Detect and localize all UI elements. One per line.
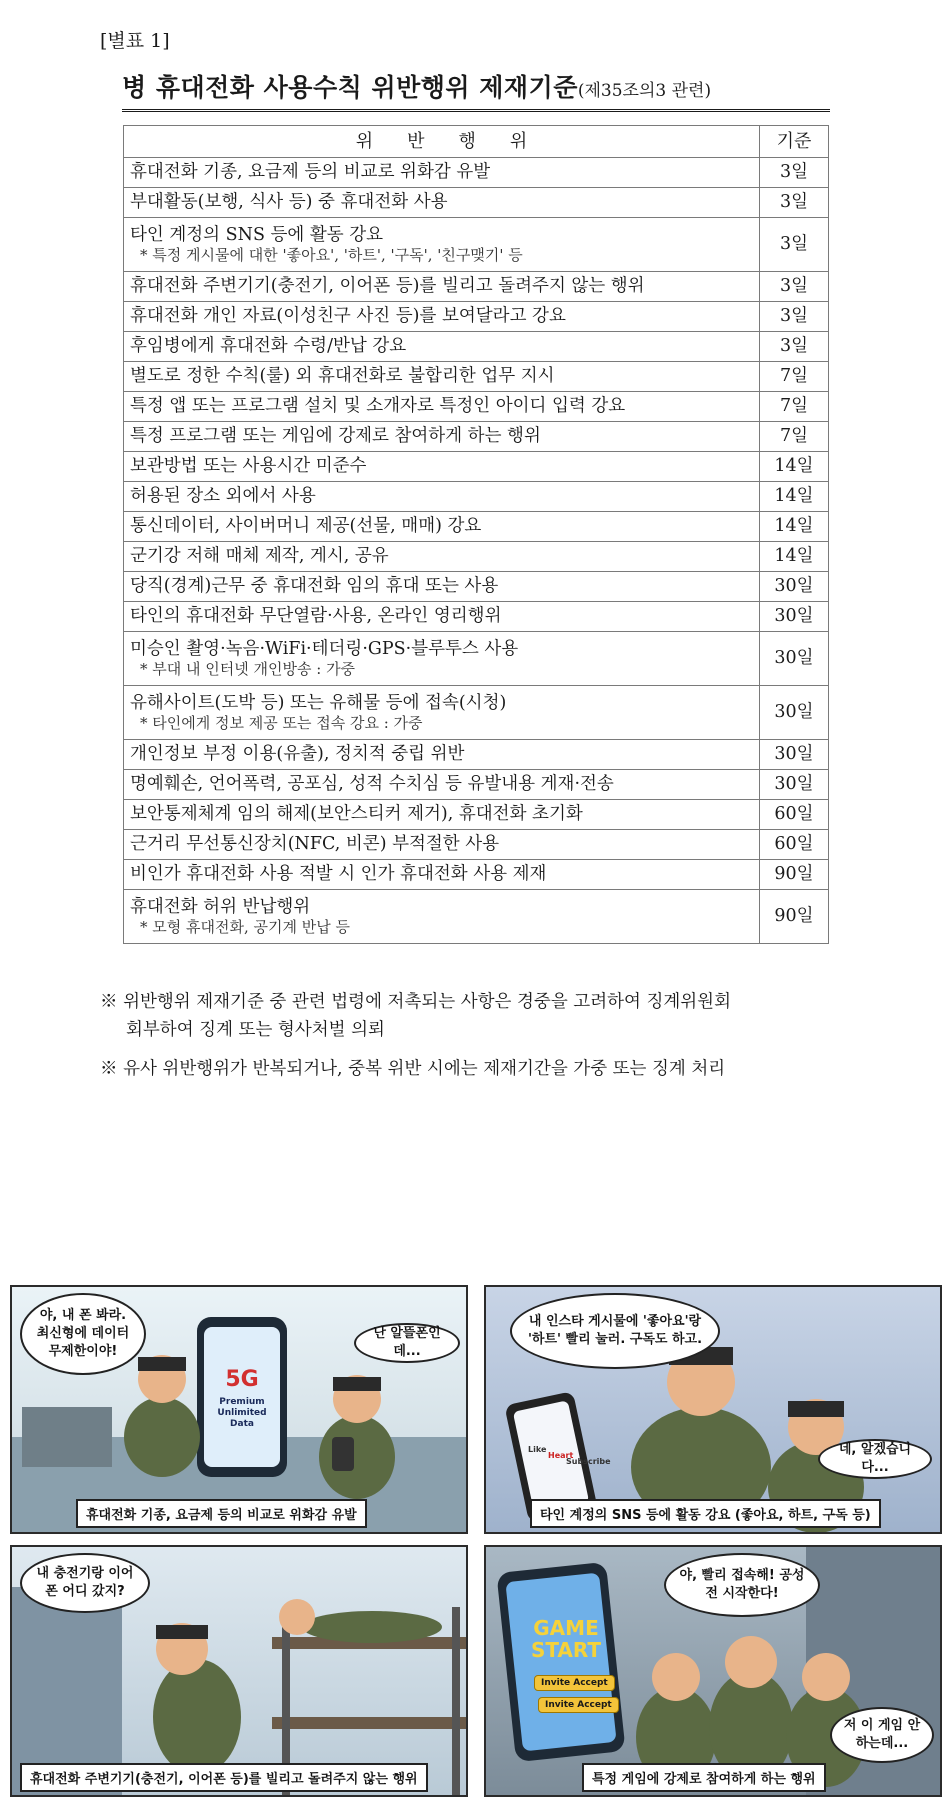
sns-like-icon: Like <box>528 1445 547 1454</box>
invite-accept-button-2: Invite Accept <box>538 1697 619 1713</box>
violation-cell <box>124 632 760 686</box>
standard-cell: 30일 <box>760 686 829 740</box>
violation-text: 타인의 휴대전화 무단열람·사용, 온라인 영리행위 <box>130 606 502 626</box>
panel1-caption: 휴대전화 기종, 요금제 등의 비교로 위화감 유발 <box>76 1499 367 1528</box>
violation-cell <box>124 482 760 512</box>
violation-note: * 부대 내 인터넷 개인방송 : 가중 <box>140 660 356 678</box>
violation-cell <box>124 362 760 392</box>
table-row <box>124 422 829 452</box>
violation-text: 특정 앱 또는 프로그램 설치 및 소개자로 특정인 아이디 입력 강요 <box>130 396 626 416</box>
standard-cell: 3일 <box>760 188 829 218</box>
sns-heart-icon: Heart <box>548 1451 574 1460</box>
standard-cell: 60일 <box>760 830 829 860</box>
table-row <box>124 770 829 800</box>
speech-bubble-4a: 야, 빨리 접속해! 공성전 시작한다! <box>664 1553 820 1617</box>
violation-text: 후임병에게 휴대전화 수령/반납 강요 <box>130 336 407 356</box>
standard-cell: 30일 <box>760 740 829 770</box>
violation-text: 보안통제체계 임의 해제(보안스티커 제거), 휴대전화 초기화 <box>130 804 583 824</box>
violation-cell <box>124 860 760 890</box>
standard-cell: 90일 <box>760 890 829 944</box>
violation-cell <box>124 188 760 218</box>
standard-cell: 3일 <box>760 272 829 302</box>
table-row <box>124 482 829 512</box>
table-row <box>124 188 829 218</box>
attachment-label: [별표 1] <box>100 30 170 52</box>
violation-text: 타인 계정의 SNS 등에 활동 강요 <box>130 225 384 245</box>
violation-cell <box>124 830 760 860</box>
speech-bubble-2b: 네, 알겠습니다... <box>818 1439 932 1479</box>
violation-cell <box>124 392 760 422</box>
comic-panel-2 <box>484 1285 942 1534</box>
violation-text: 당직(경계)근무 중 휴대전화 임의 휴대 또는 사용 <box>130 576 499 596</box>
standard-cell: 30일 <box>760 572 829 602</box>
comic-panel-3 <box>10 1545 468 1797</box>
panel2-caption: 타인 계정의 SNS 등에 활동 강요 (좋아요, 하트, 구독 등) <box>530 1499 881 1528</box>
violation-cell <box>124 218 760 272</box>
violation-cell <box>124 422 760 452</box>
violation-text: 보관방법 또는 사용시간 미준수 <box>130 456 367 476</box>
violation-text: 허용된 장소 외에서 사용 <box>130 486 316 506</box>
standard-cell: 14일 <box>760 512 829 542</box>
page-title: 병 휴대전화 사용수칙 위반행위 제재기준(제35조의3 관련) <box>122 68 830 112</box>
violation-text: 유해사이트(도박 등) 또는 유해물 등에 접속(시청) <box>130 693 507 713</box>
violation-text: 비인가 휴대전화 사용 적발 시 인가 휴대전화 사용 제재 <box>130 864 547 884</box>
violation-text: 휴대전화 허위 반납행위 <box>130 897 311 917</box>
sns-subscribe-icon: Subscribe <box>566 1457 611 1466</box>
table-row <box>124 362 829 392</box>
comic-panel-1 <box>10 1285 468 1534</box>
sanction-table <box>123 125 829 944</box>
speech-bubble-2a: 내 인스타 게시물에 '좋아요'랑 '하트' 빨리 눌러. 구독도 하고. <box>510 1293 720 1369</box>
table-row <box>124 860 829 890</box>
violation-note: * 모형 휴대전화, 공기계 반납 등 <box>140 918 350 936</box>
table-row <box>124 602 829 632</box>
standard-cell: 30일 <box>760 770 829 800</box>
violation-cell <box>124 272 760 302</box>
table-row <box>124 632 829 686</box>
standard-cell: 3일 <box>760 302 829 332</box>
game-start-title: GAME START <box>530 1616 602 1662</box>
standard-cell: 30일 <box>760 632 829 686</box>
violation-text: 군기강 저해 매체 제작, 게시, 공유 <box>130 546 389 566</box>
phone-plan-text: Premium Unlimited Data <box>217 1397 267 1429</box>
standard-cell: 3일 <box>760 158 829 188</box>
violation-cell <box>124 452 760 482</box>
violation-cell <box>124 542 760 572</box>
violation-text: 개인정보 부정 이용(유출), 정치적 중립 위반 <box>130 744 465 764</box>
table-row <box>124 800 829 830</box>
violation-text: 미승인 촬영·녹음·WiFi·테더링·GPS·블루투스 사용 <box>130 639 519 659</box>
header-violation: 위반행위 <box>124 126 760 158</box>
standard-cell: 14일 <box>760 482 829 512</box>
violation-cell <box>124 602 760 632</box>
standard-cell: 14일 <box>760 542 829 572</box>
violation-text: 휴대전화 개인 자료(이성친구 사진 등)를 보여달라고 강요 <box>130 306 566 326</box>
table-row <box>124 542 829 572</box>
standard-cell: 7일 <box>760 362 829 392</box>
violation-cell <box>124 800 760 830</box>
page-subtitle: (제35조의3 관련) <box>577 81 712 101</box>
table-row <box>124 890 829 944</box>
speech-bubble-1b: 난 알뜰폰인데... <box>354 1323 460 1363</box>
violation-cell <box>124 158 760 188</box>
violation-cell <box>124 770 760 800</box>
violation-note: * 타인에게 정보 제공 또는 접속 강요 : 가중 <box>140 714 423 732</box>
table-row <box>124 740 829 770</box>
table-row <box>124 302 829 332</box>
table-row <box>124 158 829 188</box>
speech-bubble-4b: 저 이 게임 안 하는데... <box>830 1707 934 1763</box>
violation-text: 휴대전화 기종, 요금제 등의 비교로 위화감 유발 <box>130 162 491 182</box>
footnote-1: ※ 위반행위 제재기준 중 관련 법령에 저촉되는 사항은 경중을 고려하여 징계위원회 회부하여 징계 또는 형사처벌 의뢰 <box>100 992 731 1040</box>
violation-note: * 특정 게시물에 대한 '좋아요', '하트', '구독', '친구맺기' 등 <box>140 246 523 264</box>
violation-text: 휴대전화 주변기기(충전기, 이어폰 등)를 빌리고 돌려주지 않는 행위 <box>130 276 645 296</box>
header-standard: 기준 <box>760 126 829 158</box>
standard-cell: 90일 <box>760 860 829 890</box>
violation-cell <box>124 890 760 944</box>
table-row <box>124 272 829 302</box>
standard-cell: 14일 <box>760 452 829 482</box>
table-row <box>124 452 829 482</box>
standard-cell: 3일 <box>760 332 829 362</box>
violation-text: 근거리 무선통신장치(NFC, 비콘) 부적절한 사용 <box>130 834 500 854</box>
table-body <box>124 158 829 944</box>
standard-cell: 60일 <box>760 800 829 830</box>
phone-5g-text: 5G <box>225 1367 259 1392</box>
table-row <box>124 572 829 602</box>
violation-cell <box>124 686 760 740</box>
table-row <box>124 218 829 272</box>
standard-cell: 7일 <box>760 422 829 452</box>
footnote-2: ※ 유사 위반행위가 반복되거나, 중복 위반 시에는 제재기간을 가중 또는 징계 처리 <box>100 1059 726 1079</box>
panel4-caption: 특정 게임에 강제로 참여하게 하는 행위 <box>582 1763 826 1792</box>
table-row <box>124 512 829 542</box>
speech-bubble-1a: 야, 내 폰 봐라. 최신형에 데이터 무제한이야! <box>20 1293 146 1375</box>
violation-cell <box>124 332 760 362</box>
violation-text: 별도로 정한 수칙(룰) 외 휴대전화로 불합리한 업무 지시 <box>130 366 555 386</box>
panel3-caption: 휴대전화 주변기기(충전기, 이어폰 등)를 빌리고 돌려주지 않는 행위 <box>20 1763 428 1792</box>
table-row <box>124 830 829 860</box>
violation-text: 명예훼손, 언어폭력, 공포심, 성적 수치심 등 유발내용 게재·전송 <box>130 774 614 794</box>
violation-text: 특정 프로그램 또는 게임에 강제로 참여하게 하는 행위 <box>130 426 541 446</box>
invite-accept-button-1: Invite Accept <box>534 1675 615 1691</box>
violation-text: 통신데이터, 사이버머니 제공(선물, 매매) 강요 <box>130 516 482 536</box>
table-row <box>124 332 829 362</box>
table-row <box>124 392 829 422</box>
violation-cell <box>124 302 760 332</box>
standard-cell: 3일 <box>760 218 829 272</box>
violation-cell <box>124 740 760 770</box>
table-header-row <box>124 126 829 158</box>
violation-text: 부대활동(보행, 식사 등) 중 휴대전화 사용 <box>130 192 448 212</box>
standard-cell: 30일 <box>760 602 829 632</box>
comic-panel-4 <box>484 1545 942 1797</box>
standard-cell: 7일 <box>760 392 829 422</box>
speech-bubble-3a: 내 충전기랑 이어폰 어디 갔지? <box>20 1553 150 1613</box>
table-row <box>124 686 829 740</box>
violation-cell <box>124 512 760 542</box>
violation-cell <box>124 572 760 602</box>
